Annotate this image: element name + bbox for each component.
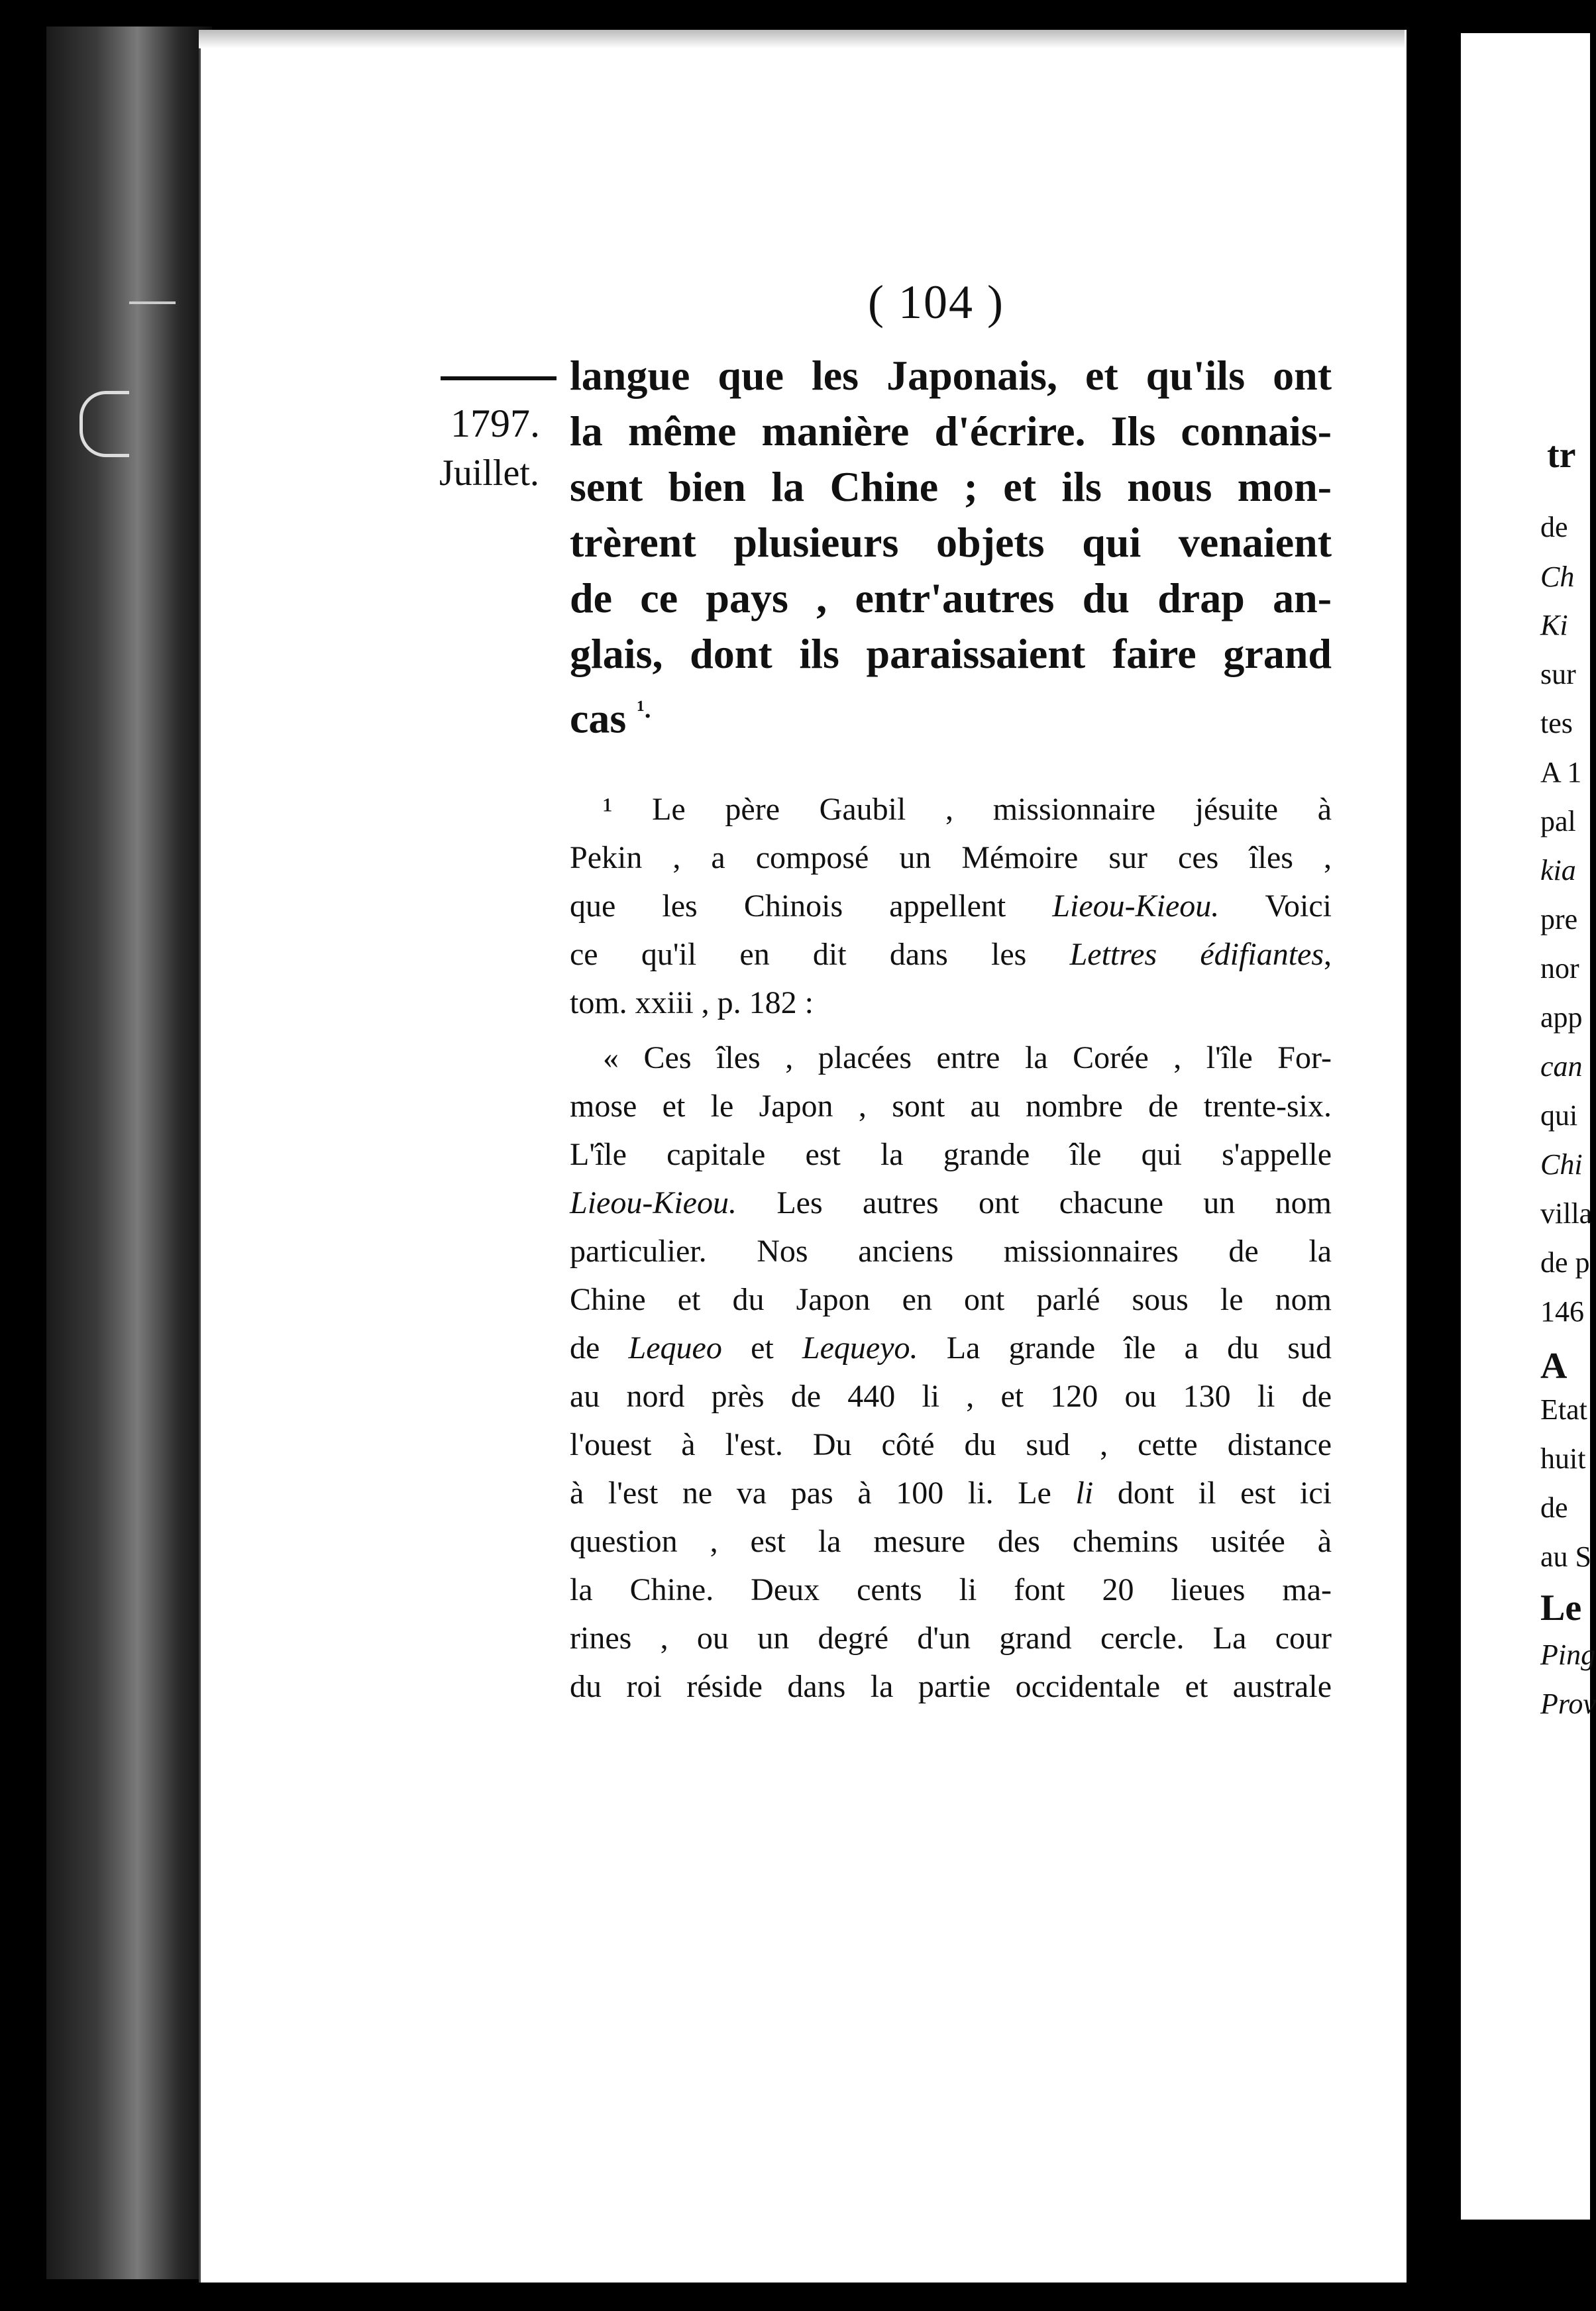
note-line: particulier. Nos anciens missionnaires de la [570, 1234, 1332, 1269]
binding-mark [80, 391, 129, 457]
note-italic: Lequeo [628, 1330, 722, 1366]
facing-page-line: de p [1540, 1246, 1590, 1279]
note-text: Voici [1265, 888, 1332, 924]
note-line: la Chine. Deux cents li font 20 lieues ma- [570, 1572, 1332, 1607]
note-line: Chine et du Japon en ont parlé sous le nom [570, 1282, 1332, 1317]
footnote-ref: ¹. [637, 696, 651, 724]
facing-page-line: kia [1540, 854, 1576, 887]
facing-page-line: de [1540, 511, 1568, 543]
page-number-header: ( 104 ) [868, 276, 1004, 329]
margin-dash-rule [441, 376, 557, 380]
facing-page-line: Chi [1540, 1148, 1583, 1181]
note-line: rines , ou un degré d'un grand cercle. La cour [570, 1621, 1332, 1656]
facing-page-line: Ch [1540, 561, 1575, 593]
main-paragraph [570, 348, 1332, 746]
note-text: , [1324, 937, 1332, 972]
note-line [570, 1324, 1332, 1372]
binding-dash [129, 301, 176, 304]
note-text: à l'est ne va pas à 100 li. Le [570, 1476, 1051, 1511]
note-line [570, 1179, 1332, 1227]
note-text: La grande île a du sud [946, 1330, 1332, 1366]
main-line: la même manière d'écrire. Ils connais- [570, 407, 1332, 455]
main-line: trèrent plusieurs objets qui venaient [570, 519, 1332, 566]
facing-page-line: tr [1547, 435, 1576, 476]
note-line [570, 882, 1332, 930]
book-binding [46, 27, 212, 2279]
note-text: et [751, 1330, 774, 1366]
margin-month: Juillet. [439, 453, 539, 494]
note-text: que les Chinois appellent [570, 888, 1006, 924]
page-top-edge [199, 30, 1405, 48]
note-line: question , est la mesure des chemins usitée à [570, 1524, 1332, 1559]
note-italic: Lieou-Kieou. [1052, 888, 1220, 924]
facing-page-line: Ki [1540, 609, 1568, 641]
facing-page-line: tes [1540, 707, 1573, 739]
facing-page-line: qui [1540, 1099, 1578, 1132]
note-line: « Ces îles , placées entre la Corée , l'île For- [603, 1040, 1332, 1075]
facing-page-line: can [1540, 1050, 1583, 1083]
note-italic: Lieou-Kieou. [570, 1185, 737, 1220]
note-italic: Lettres édifiantes [1069, 937, 1324, 972]
note-line: au nord près de 440 li , et 120 ou 130 li de [570, 1379, 1332, 1414]
facing-page-line: huit [1540, 1442, 1586, 1475]
facing-page-line: pre [1540, 903, 1578, 936]
main-line: langue que les Japonais, et qu'ils ont [570, 352, 1332, 399]
facing-page-line: au S [1540, 1540, 1591, 1573]
note-line: ¹ Le père Gaubil , missionnaire jésuite à [603, 792, 1332, 827]
main-line-text: cas [570, 694, 627, 742]
note-line: l'ouest à l'est. Du côté du sud , cette distance [570, 1427, 1332, 1462]
note-line [570, 930, 1332, 979]
facing-page-line: A 1 [1540, 756, 1582, 788]
facing-page-line: Le [1540, 1587, 1582, 1629]
facing-page-line: Etat [1540, 1393, 1587, 1426]
facing-page-line: sur [1540, 658, 1576, 690]
facing-page-line: Ping [1540, 1639, 1596, 1671]
facing-page-line: Prov [1540, 1688, 1596, 1720]
note-line: tom. xxiii , p. 182 : [570, 985, 814, 1020]
facing-page-line: villa [1540, 1197, 1593, 1230]
facing-page-line: 146 [1540, 1295, 1584, 1328]
note-line [570, 1469, 1332, 1517]
note-text: Les autres ont chacune un nom [776, 1185, 1332, 1220]
footnote [570, 785, 1332, 1711]
note-line: L'île capitale est la grande île qui s'appelle [570, 1137, 1332, 1172]
main-line: sent bien la Chine ; et ils nous mon- [570, 463, 1332, 510]
note-italic: Lequeyo. [802, 1330, 918, 1366]
facing-page-line: pal [1540, 805, 1576, 837]
facing-page-line: A [1540, 1346, 1568, 1387]
note-line: Pekin , a composé un Mémoire sur ces îles , [570, 840, 1332, 875]
note-text: de [570, 1330, 600, 1366]
note-line: du roi réside dans la partie occidentale et australe [570, 1669, 1332, 1704]
note-text: dont il est ici [1117, 1476, 1332, 1511]
note-italic: li [1075, 1476, 1094, 1511]
note-line: mose et le Japon , sont au nombre de trente-six. [570, 1089, 1332, 1124]
facing-page-line: de [1540, 1491, 1568, 1524]
main-line: glais, dont ils paraissaient faire grand [570, 630, 1332, 677]
margin-year: 1797. [451, 402, 540, 445]
main-line-last [570, 682, 1332, 746]
note-text: ce qu'il en dit dans les [570, 937, 1027, 972]
main-line: de ce pays , entr'autres du drap an- [570, 574, 1332, 621]
facing-page-line: nor [1540, 952, 1579, 985]
facing-page-line: app [1540, 1001, 1583, 1034]
